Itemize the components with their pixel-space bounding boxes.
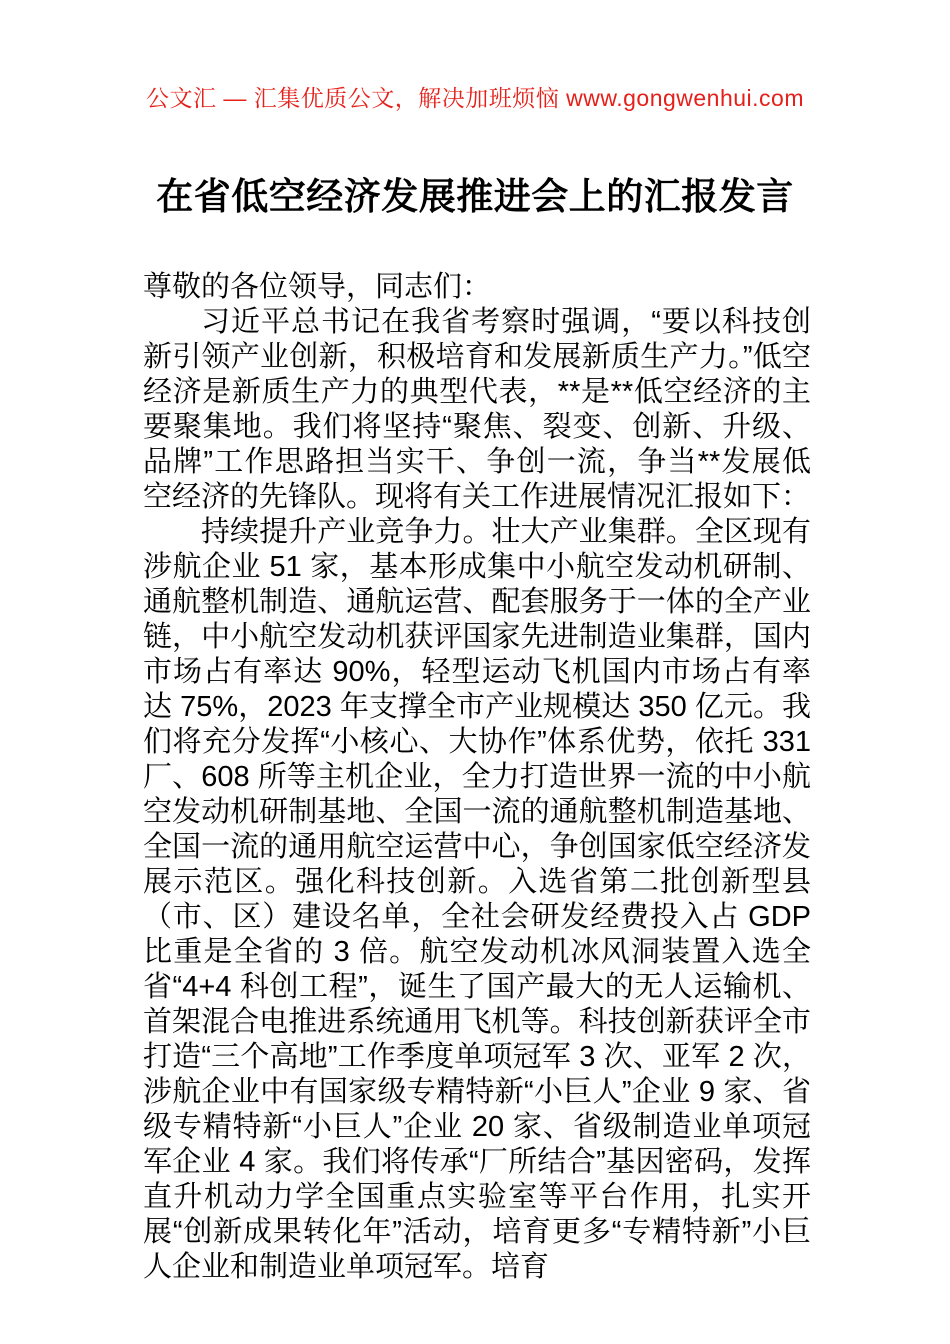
watermark-text: 公文汇 — 汇集优质公文，解决加班烦恼 www.gongwenhui.com xyxy=(145,85,804,111)
paragraph: 持续提升产业竞争力。壮大产业集群。全区现有涉航企业 51 家，基本形成集中小航空发动机研制、通航整机制造、通航运营、配套服务于一体的全产业链，中小航空发动机获评国家先进制造业集群，国内市场占有率达 90%，轻型运动飞机国内市场占有率达 75%，2023 年支撑全市产业规模达 350 亿元。我们将充分发挥“小核心、大协作”体系优势，依托 331 厂、608 所等主机企业，全力打造世界一流的中小航空发动机研制基地、全国一流的通航整机制造基地、全国一流的通用航空运营中心，争创国家低空经济发展示范区。强化科技创新。入选省第二批创新型县（市、区）建设名单，全社会研发经费投入占 GDP 比重是全省的 3 倍。航空发动机冰风洞装置入选全省“4+4 科创工程”，诞生了国产最大的无人运输机、首架混合电推进系统通用飞机等。科技创新获评全市打造“三个高地”工作季度单项冠军 3 次、亚军 2 次，涉航企业中有国家级专精特新“小巨人”企业 9 家、省级专精特新“小巨人”企业 20 家、省级制造业单项冠军企业 4 家。我们将传承“厂所结合”基因密码，发挥直升机动力学全国重点实验室等平台作用，扎实开展“创新成果转化年”活动，培育更多“专精特新”小巨人企业和制造业单项冠军。培育 xyxy=(143,516,811,1283)
watermark-header xyxy=(0,84,950,112)
document-body xyxy=(143,270,811,1285)
paragraph: 尊敬的各位领导，同志们： xyxy=(143,271,492,303)
paragraph: 习近平总书记在我省考察时强调，“要以科技创新引领产业创新，积极培育和发展新质生产力。”低空经济是新质生产力的典型代表，**是**低空经济的主要聚集地。我们将坚持“聚焦、裂变、创新、升级、品牌”工作思路担当实干、争创一流，争当**发展低空经济的先锋队。现将有关工作进展情况汇报如下： xyxy=(143,306,811,513)
document-title: 在省低空经济发展推进会上的汇报发言 xyxy=(156,176,794,217)
